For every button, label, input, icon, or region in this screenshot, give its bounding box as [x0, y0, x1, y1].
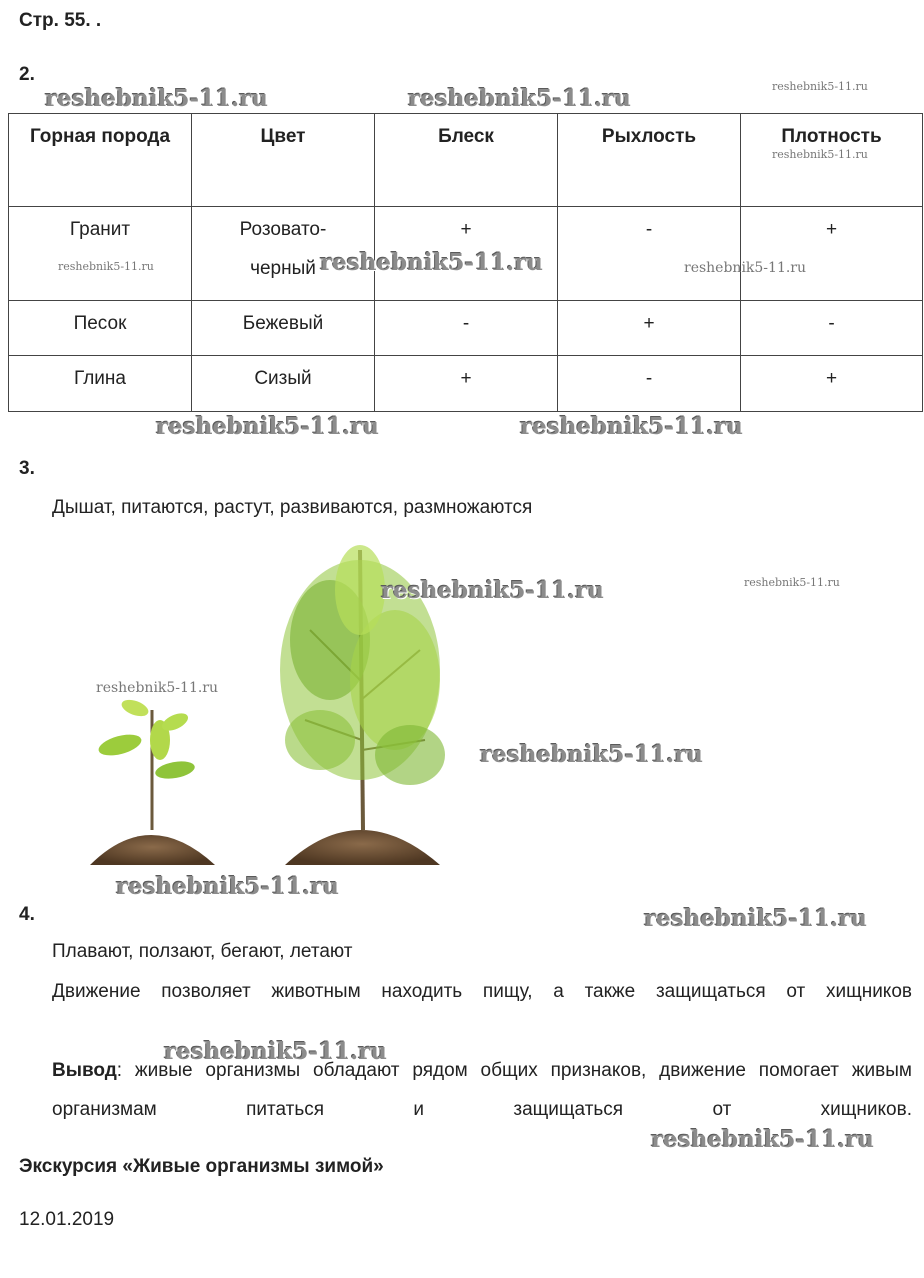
watermark: reshebnik5-11.ru	[644, 905, 867, 932]
watermark: reshebnik5-11.ru	[164, 1038, 387, 1065]
watermark: reshebnik5-11.ru	[320, 249, 543, 276]
task-2-number: 2.	[19, 64, 35, 85]
table-header-cell: Горная порода	[9, 114, 192, 207]
table-header-cell: Рыхлость	[558, 114, 741, 207]
task-4-movement-purpose: Движение позволяет животным находить пищу, а также защищаться от хищников	[52, 981, 912, 1002]
excursion-title: Экскурсия «Живые организмы зимой»	[19, 1156, 384, 1177]
task-4-movement-types: Плавают, ползают, бегают, летают	[52, 941, 353, 962]
watermark: reshebnik5-11.ru	[520, 413, 743, 440]
watermark: reshebnik5-11.ru	[408, 85, 631, 112]
table-cell: -	[558, 356, 741, 412]
table-cell: +	[741, 356, 923, 412]
watermark: reshebnik5-11.ru	[684, 260, 807, 276]
task-4-number: 4.	[19, 904, 35, 925]
seedling-image	[90, 697, 215, 865]
watermark: reshebnik5-11.ru	[480, 741, 703, 768]
table-row	[9, 356, 923, 412]
table-row	[9, 301, 923, 356]
conclusion-text: : живые организмы обладают рядом общих признаков, движение помогает живым организмам питаться и защищаться от хищников.	[52, 1060, 912, 1120]
table-cell: +	[741, 207, 923, 301]
watermark: reshebnik5-11.ru	[58, 260, 154, 273]
watermark: reshebnik5-11.ru	[96, 680, 219, 696]
watermark: reshebnik5-11.ru	[651, 1126, 874, 1153]
table-cell: Сизый	[192, 356, 375, 412]
watermark: reshebnik5-11.ru	[45, 85, 268, 112]
watermark: reshebnik5-11.ru	[744, 576, 840, 589]
table-cell: -	[741, 301, 923, 356]
watermark: reshebnik5-11.ru	[116, 873, 339, 900]
task-3-number: 3.	[19, 458, 35, 479]
watermark: reshebnik5-11.ru	[381, 577, 604, 604]
table-header-cell: Цвет	[192, 114, 375, 207]
table-cell: +	[375, 207, 558, 301]
table-cell: Гранит	[9, 207, 192, 301]
table-cell: Розовато-черный	[192, 207, 375, 301]
table-cell: Глина	[9, 356, 192, 412]
table-cell: -	[375, 301, 558, 356]
page-label: Стр. 55. .	[19, 10, 102, 31]
table-cell: Песок	[9, 301, 192, 356]
table-cell: -	[558, 207, 741, 301]
excursion-date: 12.01.2019	[19, 1209, 115, 1230]
watermark: reshebnik5-11.ru	[772, 148, 868, 161]
watermark: reshebnik5-11.ru	[772, 80, 868, 93]
task-3-answer: Дышат, питаются, растут, развиваются, размножаются	[52, 497, 533, 518]
table-header-cell: Плотность	[741, 114, 923, 207]
conclusion-label: Вывод	[52, 1060, 117, 1081]
table-cell: +	[558, 301, 741, 356]
watermark: reshebnik5-11.ru	[156, 413, 379, 440]
table-cell: Бежевый	[192, 301, 375, 356]
table-cell: +	[375, 356, 558, 412]
table-header-cell: Блеск	[375, 114, 558, 207]
